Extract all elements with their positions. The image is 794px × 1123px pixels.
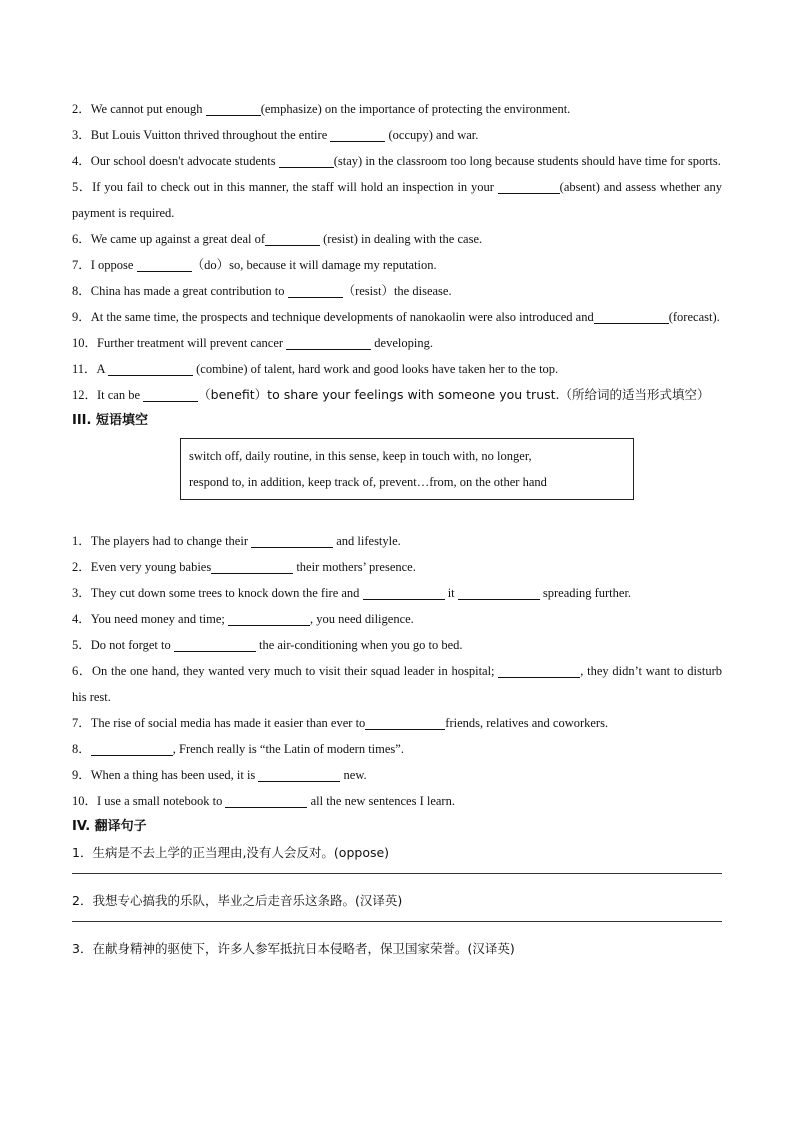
question-3-9 (72, 762, 722, 788)
translation-question-2: 2．我想专心搞我的乐队，毕业之后走音乐这条路。(汉译英) (72, 893, 403, 908)
question-text: friends, relatives and coworkers. (445, 716, 609, 730)
answer-blank[interactable] (279, 153, 334, 168)
question-text: （resist）the disease. (342, 284, 452, 298)
phrase-box-line: respond to, in addition, keep track of, prevent…from, on the other hand (189, 475, 547, 489)
answer-blank[interactable] (211, 559, 293, 574)
question-text: 7．I oppose (72, 258, 137, 272)
question-3-5 (72, 632, 722, 658)
question-2-3 (72, 122, 722, 148)
question-text: (resist) in dealing with the case. (320, 232, 483, 246)
question-text: the air-conditioning when you go to bed. (255, 638, 463, 652)
question-2-10 (72, 330, 722, 356)
question-3-2 (72, 554, 722, 580)
worksheet-page (72, 96, 722, 962)
question-text: 5．If you fail to check out in this manner, the staff will hold an inspection in your (72, 180, 498, 194)
answer-blank[interactable] (458, 585, 540, 600)
question-text: 8．China has made a great contribution to (72, 284, 288, 298)
question-2-7 (72, 252, 722, 278)
answer-blank[interactable] (143, 387, 198, 402)
question-text: , they didn’t want to disturb his rest. (72, 664, 722, 704)
question-text: 7．The rise of social media has made it easier than ever to (72, 716, 366, 730)
question-text: （benefit）to share your feelings with someone you trust.（所给词的适当形式填空） (198, 387, 710, 402)
answer-blank[interactable] (265, 231, 320, 246)
answer-blank[interactable] (91, 741, 173, 756)
question-text: 6．On the one hand, they wanted very much to visit their squad leader in hospital; (72, 664, 499, 678)
question-text: all the new sentences I learn. (307, 794, 455, 808)
answer-blank[interactable] (594, 309, 669, 324)
question-3-8 (72, 736, 722, 762)
question-text: spreading further. (539, 586, 632, 600)
question-text: (emphasize) on the importance of protecting the environment. (260, 102, 571, 116)
answer-blank[interactable] (206, 101, 261, 116)
answer-blank[interactable] (286, 335, 371, 350)
question-2-2 (72, 96, 722, 122)
answer-blank[interactable] (228, 611, 310, 626)
question-2-8 (72, 278, 722, 304)
answer-blank[interactable] (137, 257, 192, 272)
question-text: 5．Do not forget to (72, 638, 174, 652)
question-text: 2．Even very young babies (72, 560, 212, 574)
question-text: 11．A (72, 362, 108, 376)
translation-question-1: 1．生病是不去上学的正当理由,没有人会反对。(oppose) (72, 845, 390, 860)
section-title-translation: IV. 翻译句子 (72, 819, 147, 834)
question-text: 6．We came up against a great deal of (72, 232, 266, 246)
question-text: 2．We cannot put enough (72, 102, 206, 116)
question-text: , French really is “the Latin of modern times”. (172, 742, 404, 756)
question-text: developing. (371, 336, 433, 350)
answer-line[interactable] (72, 920, 722, 922)
question-text: 10．I use a small notebook to (72, 794, 226, 808)
answer-blank[interactable] (288, 283, 343, 298)
question-text: 10．Further treatment will prevent cancer (72, 336, 287, 350)
question-2-5 (72, 174, 722, 226)
question-2-9 (72, 304, 722, 330)
answer-blank[interactable] (330, 127, 385, 142)
question-text: 1．The players had to change their (72, 534, 252, 548)
question-text: (absent) and assess whether any payment is required. (72, 180, 722, 220)
answer-blank[interactable] (251, 533, 333, 548)
question-text: and lifestyle. (333, 534, 401, 548)
phrase-word-box (180, 438, 634, 500)
question-text: 9．At the same time, the prospects and technique developments of nanokaolin were also introduced and (72, 310, 594, 324)
question-3-10 (72, 788, 722, 814)
question-3-4 (72, 606, 722, 632)
question-text: , you need diligence. (310, 612, 414, 626)
question-2-12 (72, 382, 722, 408)
answer-blank[interactable] (498, 663, 580, 678)
question-text: 3．But Louis Vuitton thrived throughout the entire (72, 128, 331, 142)
question-text: new. (340, 768, 367, 782)
answer-blank[interactable] (498, 179, 560, 194)
question-text: 8． (72, 742, 91, 756)
question-text: (occupy) and war. (385, 128, 479, 142)
question-text: 4．Our school doesn't advocate students (72, 154, 279, 168)
answer-blank[interactable] (363, 585, 445, 600)
answer-blank[interactable] (108, 361, 193, 376)
question-text: (combine) of talent, hard work and good looks have taken her to the top. (193, 362, 559, 376)
question-3-1 (72, 528, 722, 554)
question-text: it (444, 586, 458, 600)
question-text: their mothers’ presence. (293, 560, 416, 574)
answer-blank[interactable] (365, 715, 445, 730)
question-3-3 (72, 580, 722, 606)
answer-blank[interactable] (258, 767, 340, 782)
question-text: 9．When a thing has been used, it is (72, 768, 259, 782)
question-text: (stay) in the classroom too long because students should have time for sports. (333, 154, 721, 168)
question-2-6 (72, 226, 722, 252)
phrase-box-line: switch off, daily routine, in this sense, keep in touch with, no longer, (189, 449, 532, 463)
answer-line[interactable] (72, 872, 722, 874)
question-2-11 (72, 356, 722, 382)
question-text: 3．They cut down some trees to knock down the fire and (72, 586, 363, 600)
question-2-4 (72, 148, 722, 174)
question-3-6 (72, 658, 722, 710)
translation-question-3: 3．在献身精神的驱使下，许多人参军抵抗日本侵略者，保卫国家荣誉。(汉译英) (72, 941, 515, 956)
question-text: (forecast). (668, 310, 720, 324)
answer-blank[interactable] (225, 793, 307, 808)
question-3-7 (72, 710, 722, 736)
section-title-phrases: III. 短语填空 (72, 413, 148, 428)
question-text: （do）so, because it will damage my reputation. (191, 258, 437, 272)
question-text: 12．It can be (72, 388, 144, 402)
question-text: 4．You need money and time; (72, 612, 229, 626)
answer-blank[interactable] (174, 637, 256, 652)
